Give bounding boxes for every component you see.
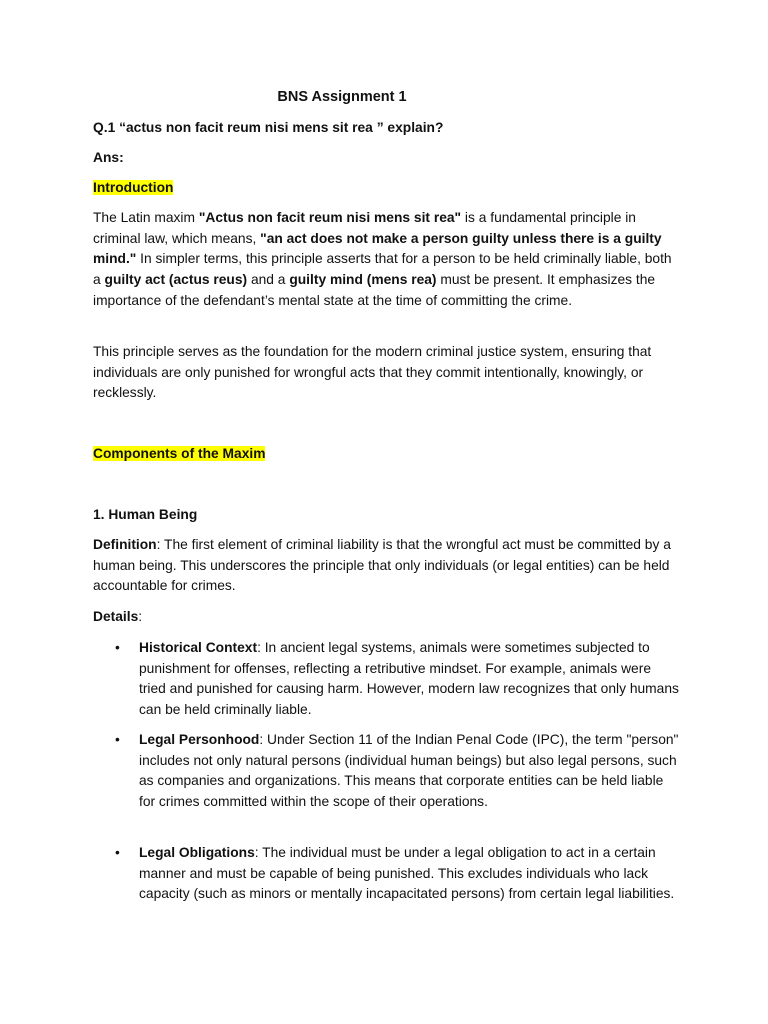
- intro-paragraph-2: This principle serves as the foundation for the modern criminal justice system, ensuring that individuals are only punished for wrongful acts that they commit intentionally, knowingly, or recklessly.: [93, 344, 652, 401]
- components-heading-row: [93, 444, 678, 465]
- bullet-icon: •: [115, 732, 120, 747]
- intro-text-3: In simpler terms, this principle asserts that for a person to be held criminally liable, both a: [93, 251, 672, 288]
- intro-text-5: must be present. It emphasizes the importance of the defendant’s mental state at the time of committing the crime.: [93, 272, 656, 308]
- introduction-heading: Introduction: [93, 180, 174, 195]
- details-label: Details: [93, 609, 139, 624]
- details-colon: :: [138, 609, 143, 624]
- intro-text-1: The Latin maxim: [93, 210, 199, 225]
- maxim-latin: "Actus non facit reum nisi mens sit rea": [198, 210, 462, 225]
- intro-text-2: is a fundamental principle in criminal law, which means,: [93, 210, 636, 246]
- intro-text-4: and a: [247, 272, 290, 288]
- list-item-body: : The individual must be under a legal obligation to act in a certain manner and must be capable of being punished. This excludes individuals who lack capacity (such as minors or mentally incapacitated persons) from certain legal liabilities.: [139, 845, 675, 902]
- document-title: BNS Assignment 1: [277, 89, 407, 105]
- list-item-label: Historical Context: [139, 640, 258, 655]
- list-item-text: [139, 843, 679, 905]
- list-item-text: [139, 730, 679, 813]
- introduction-heading-row: [93, 178, 678, 199]
- bullet-icon: •: [115, 640, 120, 655]
- section-1-heading: 1. Human Being: [93, 507, 198, 522]
- definition-label: Definition: [93, 537, 157, 552]
- list-item-label: Legal Personhood: [139, 732, 260, 747]
- maxim-translation: "an act does not make a person guilty unless there is a guilty mind.": [93, 230, 662, 267]
- definition-text: : The first element of criminal liability is that the wrongful act must be committed by a human being. This underscores the principle that only individuals (or legal entities) can be held accountable for crimes.: [93, 537, 671, 594]
- list-item-label: Legal Obligations: [139, 845, 255, 860]
- answer-label: Ans:: [93, 150, 124, 165]
- components-heading: Components of the Maxim: [93, 446, 266, 461]
- list-item-body: : Under Section 11 of the Indian Penal Code (IPC), the term "person" includes not only natural persons (individual human beings) but also legal persons, such as companies and organizations. This means that corporate entities can be held liable for crimes committed within the scope of their operations.: [139, 732, 679, 810]
- details-paragraph: [93, 607, 678, 628]
- question-text: Q.1 “actus non facit reum nisi mens sit rea ” explain?: [93, 120, 444, 135]
- guilty-act-term: guilty act (actus reus): [104, 272, 248, 288]
- list-item-text: [139, 638, 679, 721]
- guilty-mind-term: guilty mind (mens rea): [289, 272, 437, 288]
- bullet-icon: •: [115, 845, 120, 860]
- definition-paragraph: [93, 535, 678, 597]
- intro-paragraph-1: [93, 208, 678, 312]
- list-item-body: : In ancient legal systems, animals were sometimes subjected to punishment for offenses, reflecting a retributive mindset. For example, animals were tried and punished for causing harm. However, modern law recognizes that only humans can be held criminally liable.: [139, 640, 679, 718]
